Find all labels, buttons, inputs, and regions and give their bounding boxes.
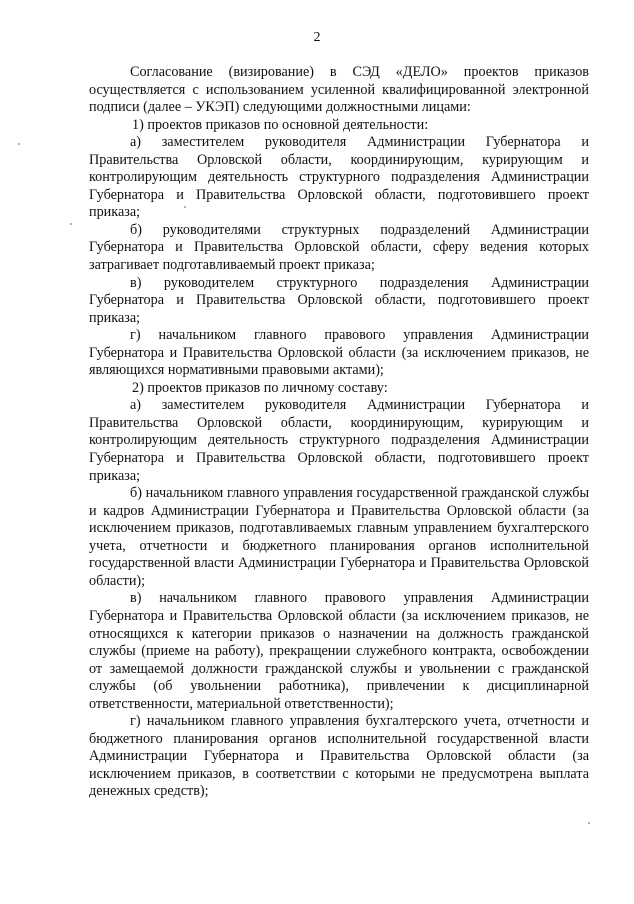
section-1-item-g: г) начальником главного правового управления Администрации Губернатора и Правительства Орловской области (за исключением приказов, не являющихся нормативными правовыми актами); (89, 327, 589, 379)
section-2-item-g: г) начальником главного управления бухгалтерского учета, отчетности и бюджетного планирования органов исполнительной государственной власти Администрации Губернатора и Правительства Орловской области (за исключением приказов, в соответствии с которыми не предусмотрена выплата денежных средств); (89, 713, 589, 800)
scan-speck (184, 206, 186, 208)
document-body (89, 64, 589, 801)
scan-speck (70, 223, 72, 225)
scan-speck (588, 822, 590, 824)
section-1-item-b: б) руководителями структурных подразделений Администрации Губернатора и Правительства Орловской области, сферу ведения которых затрагивает подготавливаемый проект приказа; (89, 221, 589, 274)
section-2-item-v: в) начальником главного правового управления Администрации Губернатора и Правительства Орловской области (за исключением приказов, не относящихся к категории приказов о назначении на должность гражданской службы (приеме на работу), прекращении служебного контракта, освобождении от замещаемой должности гражданской службы и увольнении с гражданской службы (об увольнении работника), привлечении к дисциплинарной ответственности, материальной ответственности); (89, 590, 589, 712)
section-1-heading: 1) проектов приказов по основной деятельности: (132, 116, 429, 133)
section-1-item-v: в) руководителем структурного подразделения Администрации Губернатора и Правительства Орловской области, подготовившего проект приказа; (89, 274, 589, 326)
section-1-item-a: а) заместителем руководителя Администрации Губернатора и Правительства Орловской области, координирующим, курирующим и контролирующим деятельность структурного подразделения Администрации Губернатора и Правительства Орловской области, подготовившего проект приказа; (89, 134, 589, 221)
section-2-item-b: б) начальником главного управления государственной гражданской службы и кадров Администрации Губернатора и Правительства Орловской области (за исключением приказов, подготавливаемых главным управлением бухгалтерского учета, отчетности и бюджетного планирования органов исполнительной государственной власти Администрации Губернатора и Правительства Орловской области); (89, 485, 589, 589)
section-2-item-a: а) заместителем руководителя Администрации Губернатора и Правительства Орловской области, координирующим, курирующим и контролирующим деятельность структурного подразделения Администрации Губернатора и Правительства Орловской области, подготовившего проект приказа; (89, 397, 589, 484)
page-number: 2 (313, 30, 321, 45)
intro-paragraph: Согласование (визирование) в СЭД «ДЕЛО» проектов приказов осуществляется с использованием усиленной квалифицированной электронной подписи (далее – УКЭП) следующими должностными лицами: (89, 64, 589, 116)
section-2-heading: 2) проектов приказов по личному составу: (132, 379, 388, 396)
scan-speck (18, 143, 20, 145)
